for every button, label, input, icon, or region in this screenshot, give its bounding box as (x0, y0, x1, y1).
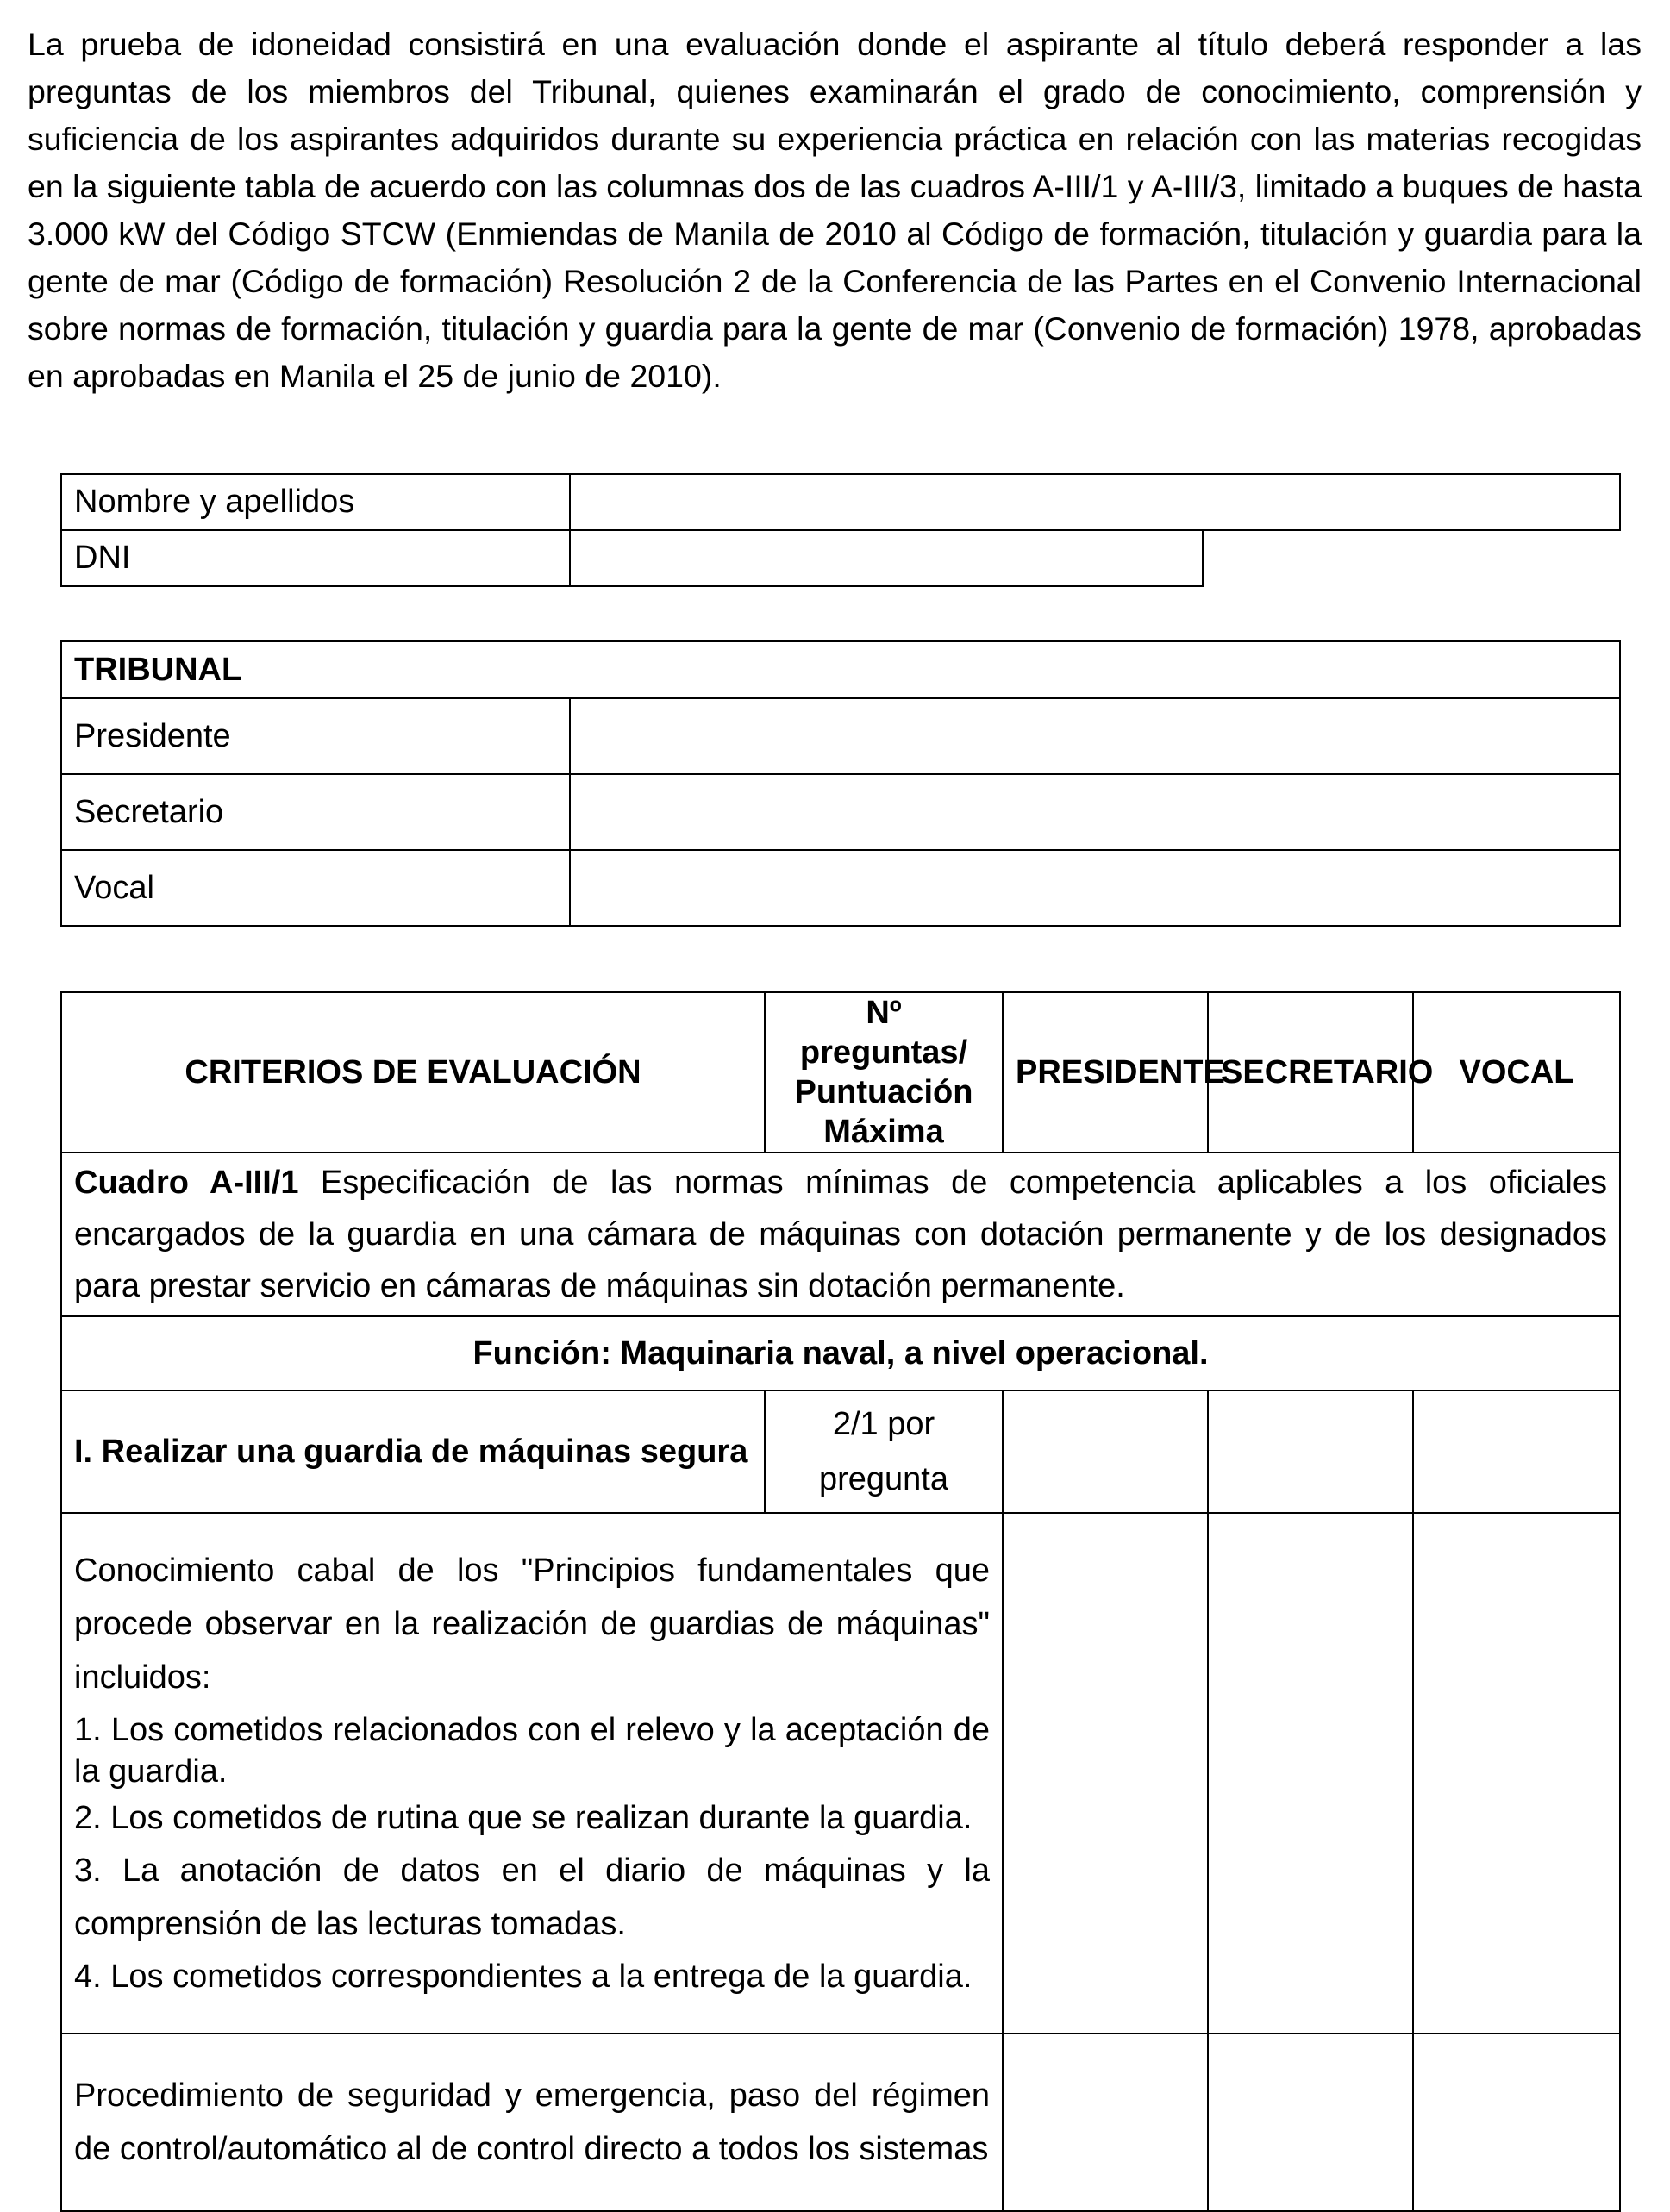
dni-field[interactable] (570, 530, 1203, 586)
tribunal-title: TRIBUNAL (61, 641, 1620, 698)
tribunal-row (61, 698, 1620, 774)
cuadro-code: Cuadro A-III/1 (74, 1165, 299, 1201)
funcion-row (61, 1316, 1620, 1390)
dni-label: DNI (61, 530, 570, 586)
name-row (61, 474, 1620, 530)
vocal-score-cell[interactable] (1413, 1390, 1620, 1513)
block1-row (61, 1513, 1620, 2034)
empty-cell (1203, 530, 1620, 586)
block1-content (61, 1513, 1003, 2034)
vocal-score-cell[interactable] (1413, 1513, 1620, 2034)
block1-item: 2. Los cometidos de rutina que se realizan durante la guardia. (74, 1800, 973, 1836)
cuadro-text: Especificación de las normas mínimas de competencia aplicables a los oficiales encargados de la guardia en una cámara de máquinas con dotación permanente y de los designados para prestar servicio en cámaras de máquinas sin dotación permanente. (74, 1165, 1607, 1304)
section1-points-line2: pregunta (818, 1461, 948, 1497)
block2-content: Procedimiento de seguridad y emergencia, paso del régimen de control/automático al de control directo a todos los sistemas (61, 2034, 1003, 2211)
vocal-header: VOCAL (1413, 992, 1620, 1153)
block2-row (61, 2034, 1620, 2211)
secretario-header: SECRETARIO (1208, 992, 1413, 1153)
tribunal-member-label: Secretario (61, 774, 570, 850)
name-field[interactable] (570, 474, 1620, 530)
section1-points-line1: 2/1 por (832, 1406, 935, 1442)
tribunal-table (60, 640, 1621, 927)
section1-title: I. Realizar una guardia de máquinas segura (61, 1390, 765, 1513)
dni-row (61, 530, 1620, 586)
np-header (765, 992, 1003, 1153)
secretario-score-cell[interactable] (1208, 1390, 1413, 1513)
intro-paragraph: La prueba de idoneidad consistirá en una evaluación donde el aspirante al título deberá responder a las preguntas de los miembros del Tribunal, quienes examinarán el grado de conocimiento, comprensión y suficiencia de los aspirantes adquiridos durante su experiencia práctica en relación con las materias recogidas en la siguiente tabla de acuerdo con las columnas dos de las cuadros A-III/1 y A-III/3, limitado a buques de hasta 3.000 kW del Código STCW (Enmiendas de Manila de 2010 al Código de formación, titulación y guardia para la gente de mar (Código de formación) Resolución 2 de la Conferencia de las Partes en el Convenio Internacional sobre normas de formación, titulación y guardia para la gente de mar (Convenio de formación) 1978, aprobadas en aprobadas en Manila el 25 de junio de 2010). (28, 26, 1642, 394)
identity-table (60, 473, 1621, 587)
section1-row (61, 1390, 1620, 1513)
presidente-score-cell[interactable] (1003, 1390, 1208, 1513)
section1-points (765, 1390, 1003, 1513)
tribunal-header-row (61, 641, 1620, 698)
secretario-score-cell[interactable] (1208, 2034, 1413, 2211)
secretario-score-cell[interactable] (1208, 1513, 1413, 2034)
block1-item: 3. La anotación de datos en el diario de máquinas y la comprensión de las lecturas tomadas. (74, 1853, 990, 1942)
tribunal-member-field[interactable] (570, 774, 1620, 850)
tribunal-member-field[interactable] (570, 850, 1620, 926)
vocal-score-cell[interactable] (1413, 2034, 1620, 2211)
np-header-line2: Puntuación (794, 1074, 973, 1110)
criteria-table (60, 991, 1621, 2212)
funcion-title: Función: Maquinaria naval, a nivel operacional. (61, 1316, 1620, 1390)
tribunal-member-field[interactable] (570, 698, 1620, 774)
np-header-line1: Nº preguntas/ (799, 995, 968, 1071)
tribunal-member-label: Vocal (61, 850, 570, 926)
cuadro-description (61, 1153, 1620, 1316)
block1-item: 1. Los cometidos relacionados con el relevo y la aceptación de la guardia. (74, 1712, 990, 1790)
name-label: Nombre y apellidos (61, 474, 570, 530)
block1-item: 4. Los cometidos correspondientes a la entrega de la guardia. (74, 1959, 973, 1995)
criteria-header-row (61, 992, 1620, 1153)
presidente-score-cell[interactable] (1003, 1513, 1208, 2034)
tribunal-row (61, 774, 1620, 850)
cuadro-row (61, 1153, 1620, 1316)
presidente-score-cell[interactable] (1003, 2034, 1208, 2211)
criterios-header: CRITERIOS DE EVALUACIÓN (61, 992, 765, 1153)
np-header-line3: Máxima (823, 1114, 944, 1150)
tribunal-member-label: Presidente (61, 698, 570, 774)
tribunal-row (61, 850, 1620, 926)
presidente-header: PRESIDENTE (1003, 992, 1208, 1153)
block1-intro: Conocimiento cabal de los "Principios fundamentales que procede observar en la realización de guardias de máquinas" incluidos: (74, 1553, 990, 1696)
